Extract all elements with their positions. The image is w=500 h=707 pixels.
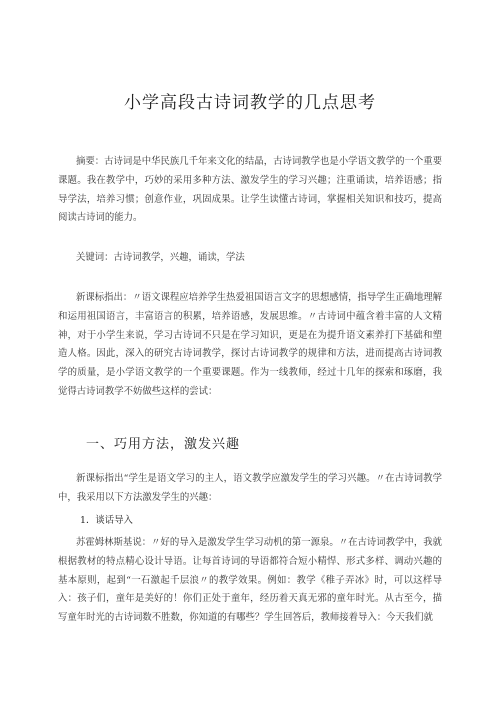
sub1-paragraph <box>58 534 442 628</box>
sub1-text: 苏霍姆林斯基说：〃好的导入是激发学生学习动机的第一源泉。〃在古诗词教学中，我就根据教材的特点精心设计导语。让每首诗词的导语都符合短小精悍、形式多样、调动兴趣的基本原则，起到“一石激起千层浪〃的教学效果。例如：教学《稚子弄冰》时，可以这样导入：孩子们，童年是美好的！你们正处于童年，经历着天真无邪的童年时光。从古至今，描写童年时光的古诗词数不胜数，你知道的有哪些？学生回答后，教师接着导入：今天我们就 <box>58 537 442 624</box>
intro-text: 新课标指出：〃语文课程应培养学生热爱祖国语言文字的思想感情，指导学生正确地理解和运用祖国语言，丰富语言的积累，培养语感，发展思维。〃古诗词中蕴含着丰富的人文精神，对于小学生来说，学习古诗词不只是在学习知识，更是在为提升语文素养打下基础和塑造人格。因此，深入的研究古诗词教学，探讨古诗词教学的规律和方法，进而提高古诗词教学的质量，是小学语文教学的一个重要课题。作为一线教师，经过十几年的探索和琢磨，我觉得古诗词教学不妨做些这样的尝试： <box>58 292 442 397</box>
abstract-paragraph <box>58 153 442 228</box>
keywords-paragraph <box>58 249 442 268</box>
section1-heading: 一、巧用方法，激发兴趣 <box>86 437 241 452</box>
section1-text: 新课标指出“学生是语文学习的主人，语文教学应激发学生的学习兴趣。〃在古诗词教学中，我采用以下方法激发学生的兴趣： <box>58 473 442 503</box>
abstract-text: 摘要：古诗词是中华民族几千年来文化的结晶，古诗词教学也是小学语文教学的一个重要课题。我在教学中，巧妙的采用多种方法、激发学生的学习兴趣；注重诵读，培养语感；指导学法，培养习惯；创意作业，巩固成果。让学生读懂古诗词，掌握相关知识和技巧，提高阅读古诗词的能力。 <box>58 156 442 224</box>
page-title: 小学高段古诗词教学的几点思考 <box>124 93 376 113</box>
section1-paragraph <box>58 470 442 508</box>
sub1-heading: 1．谈话导入 <box>80 515 133 526</box>
keywords-text: 关键词：古诗词教学，兴趣，诵读，学法 <box>76 252 245 263</box>
intro-paragraph <box>58 289 442 402</box>
